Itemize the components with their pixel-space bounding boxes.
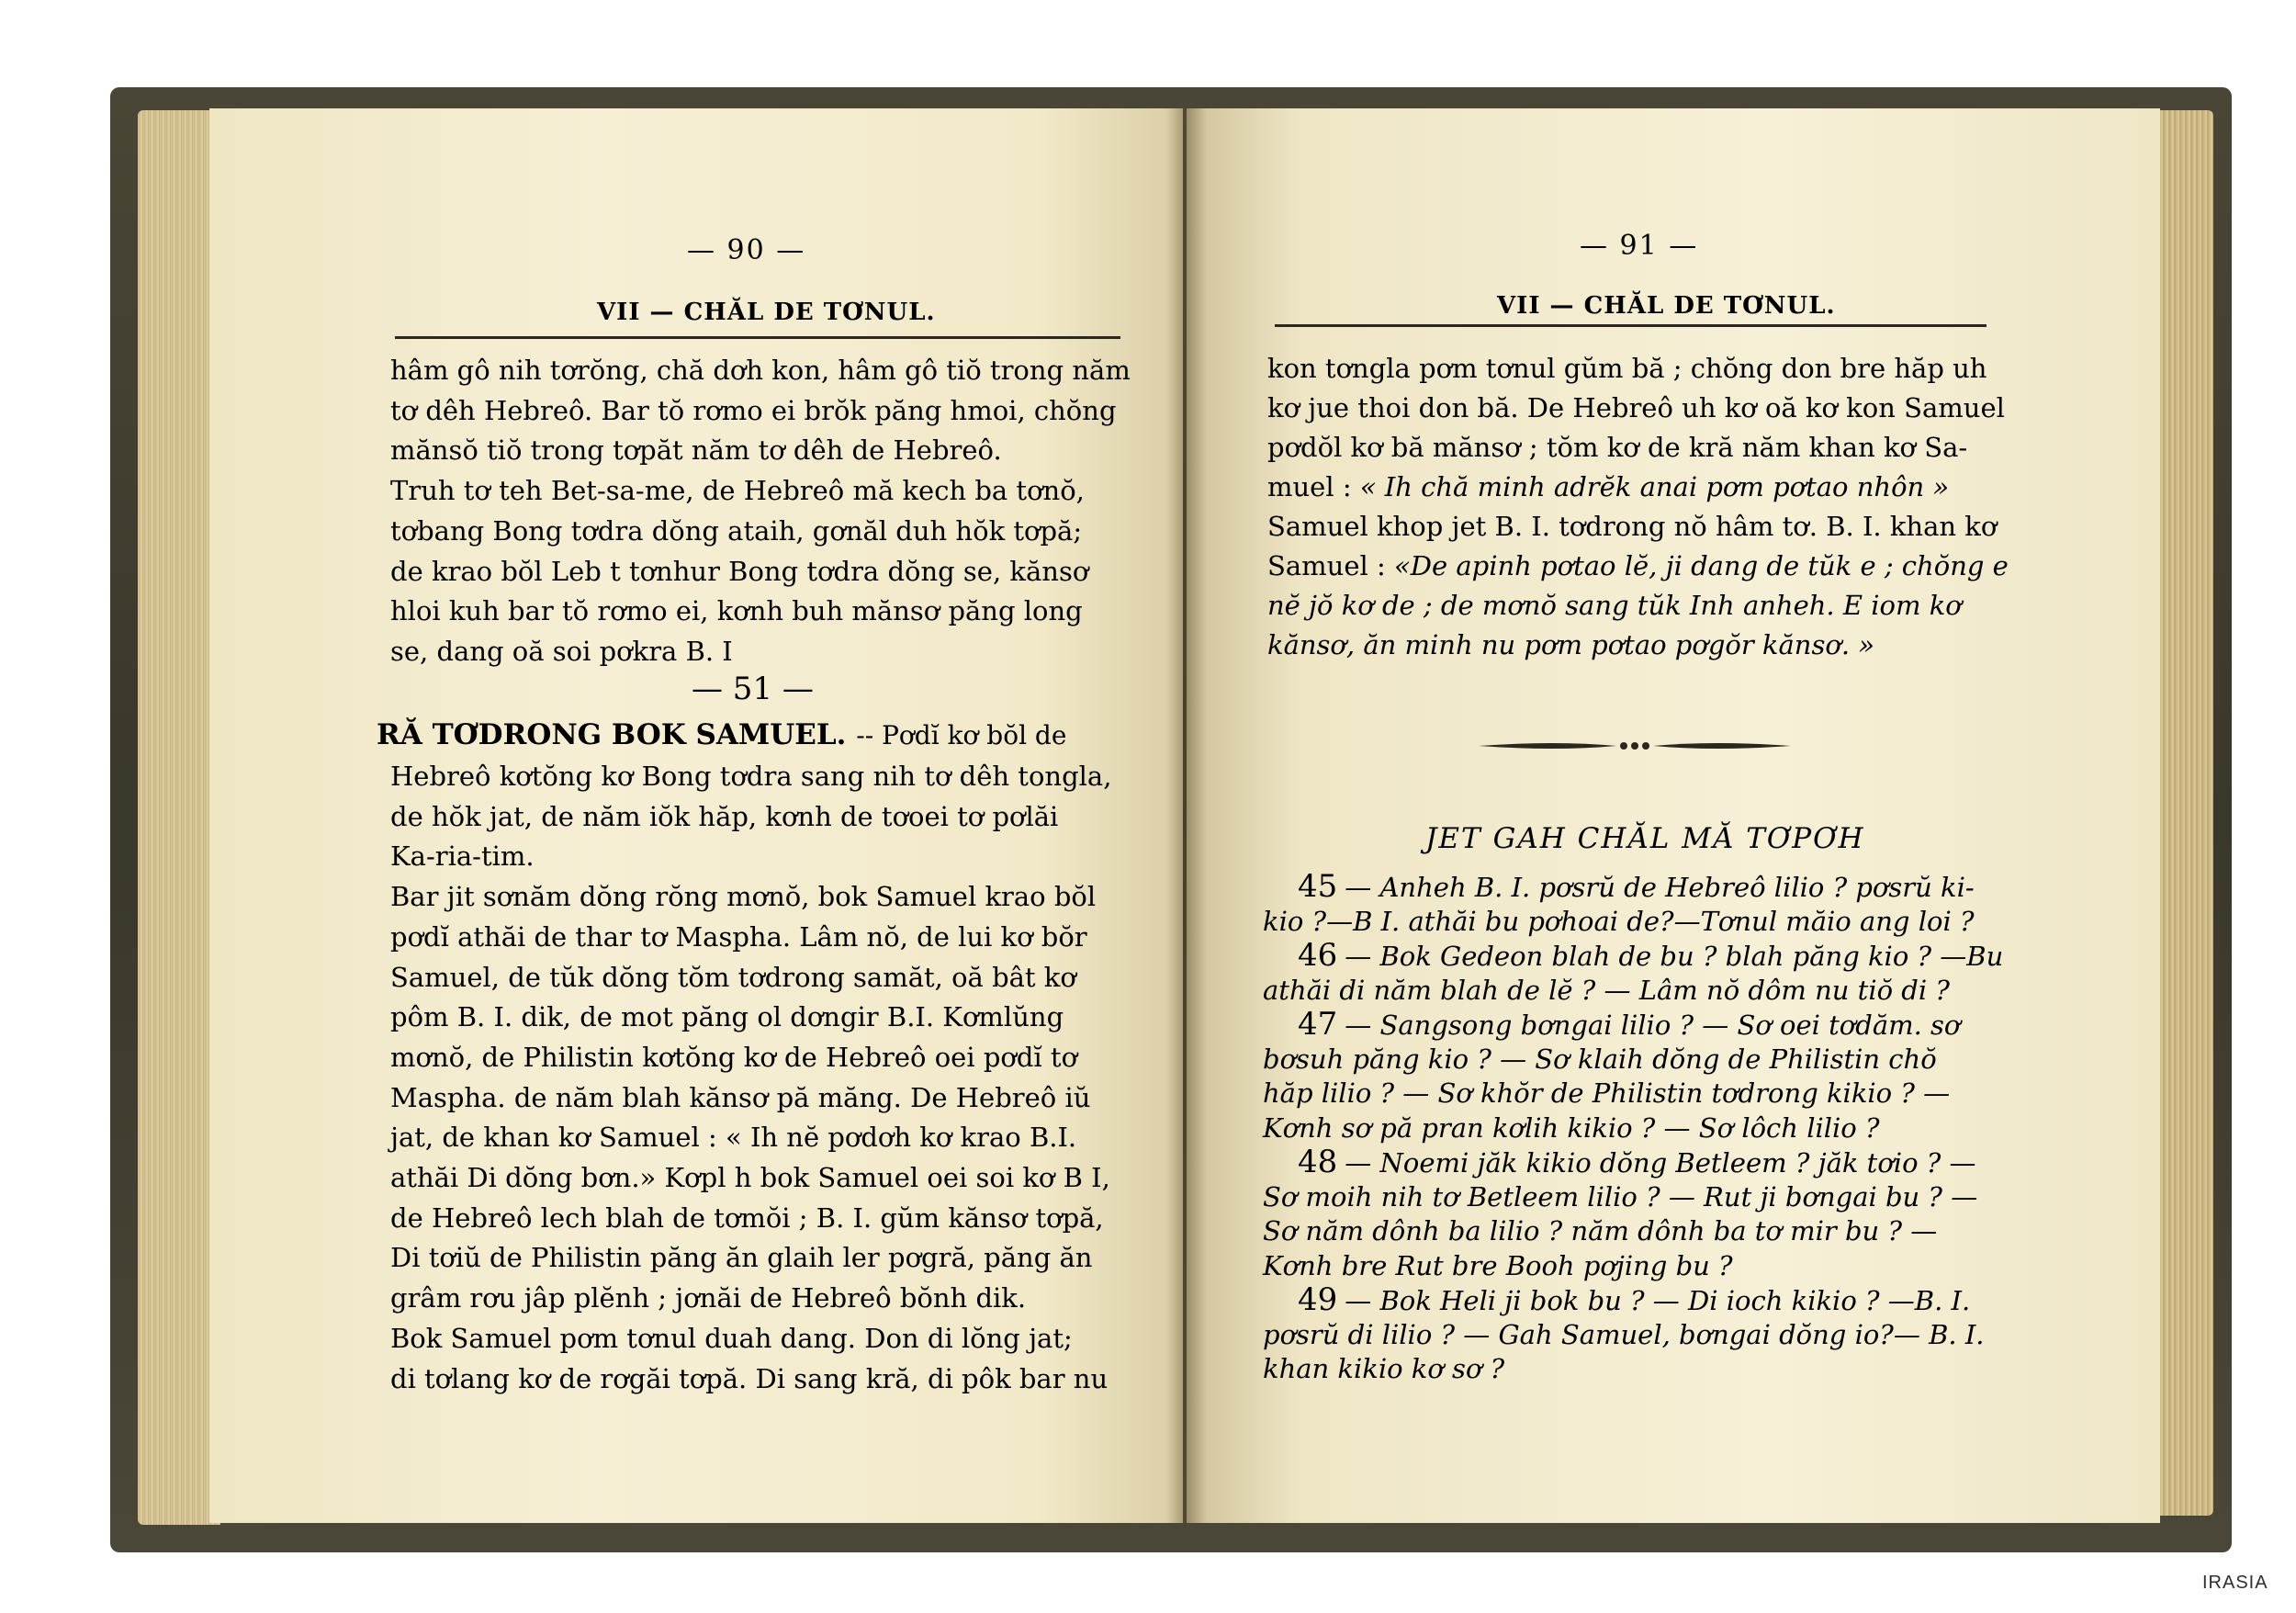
- question-number: 45: [1298, 868, 1338, 905]
- question-number: 46: [1298, 937, 1338, 974]
- question-text: athăi di năm blah de lĕ ? — Lâm nŏ dôm nu tiŏ di ?: [1263, 974, 1950, 1006]
- right-page-number: — 91 —: [1580, 230, 1699, 262]
- right-line-5: Samuel khop jet B. I. tơdrong nŏ hâm tơ. B. I. khan kơ: [1267, 511, 1998, 542]
- left-line: hloi kuh bar tŏ rơmo ei, kơnh buh mănsơ păng long: [390, 595, 1083, 627]
- question-text: bơsuh păng kio ? — Sơ klaih dŏng de Philistin chŏ: [1263, 1043, 1937, 1075]
- question-line: [1263, 1217, 1937, 1245]
- left-line: Ka-ria-tim.: [390, 840, 535, 873]
- question-text: hăp lilio ? — Sơ khŏr de Philistin tơdrong kikio ? —: [1263, 1077, 1951, 1109]
- question-number: 48: [1298, 1144, 1338, 1180]
- left-line: hâm gô nih tơrŏng, chă dơh kon, hâm gô tiŏ trong năm: [390, 355, 1131, 386]
- question-line: [1263, 1111, 1880, 1144]
- left-line: grâm rơu jâp plĕnh ; jơnăi de Hebreô bŏnh dik.: [390, 1282, 1027, 1314]
- left-line: mănsŏ tiŏ trong tơpăt năm tơ dêh de Hebreô.: [390, 434, 1002, 467]
- left-line: Samuel, de tŭk dŏng tŏm tơdrong samăt, oă bât kơ: [390, 961, 1076, 993]
- question-line: [1298, 937, 2004, 974]
- left-line: Hebreô kơtŏng kơ Bong tơdra sang nih tơ dêh tongla,: [390, 761, 1112, 792]
- book-gutter: [1166, 108, 1207, 1523]
- question-line: [1263, 1318, 1985, 1350]
- right-line: nĕ jŏ kơ de ; de mơnŏ sang tŭk Inh anheh. E iom kơ: [1267, 590, 1962, 621]
- left-line: athăi Di dŏng bơn.» Kơpl h bok Samuel oei soi kơ B I,: [390, 1162, 1110, 1193]
- right-line-6: [1267, 552, 2009, 580]
- right-line-6-start: Samuel :: [1267, 550, 1394, 581]
- question-text: Sơ moih nih tơ Betleem lilio ? — Rut ji bơngai bu ? —: [1263, 1180, 1978, 1213]
- left-line: tơbang Bong tơdra dŏng ataih, gơnăl duh hŏk tơpă;: [390, 514, 1083, 547]
- right-head-rule: [1275, 324, 1986, 327]
- right-line: pơdŏl kơ bă mănsơ ; tŏm kơ de kră năm khan kơ Sa-: [1267, 432, 1968, 463]
- question-line: [1263, 1355, 1504, 1382]
- right-line-4: [1267, 473, 1949, 501]
- question-text: — Bok Gedeon blah de bu ? blah păng kio ? —Bu: [1345, 941, 2004, 972]
- question-text: kio ?—B I. athăi bu pơhoai de?—Tơnul măio ang loi ?: [1263, 905, 1975, 937]
- question-line: [1263, 1249, 1733, 1281]
- question-line: [1263, 1180, 1978, 1213]
- question-text: Kơnh sơ pă pran kơlih kikio ? — Sơ lôch lilio ?: [1263, 1111, 1880, 1144]
- right-line: kon tơngla pơm tơnul gŭm bă ; chŏng don bre hăp uh: [1267, 353, 1987, 384]
- right-line: kơ jue thoi don bă. De Hebreô uh kơ oă kơ kon Samuel: [1267, 392, 2005, 423]
- question-text: khan kikio kơ sơ ?: [1263, 1353, 1505, 1384]
- left-line: Di tơiŭ de Philistin păng ăn glaih ler pơgră, păng ăn: [390, 1242, 1093, 1274]
- left-line: jat, de khan kơ Samuel : « Ih nĕ pơdơh kơ krao B.I.: [390, 1122, 1077, 1154]
- left-page-number: — 90 —: [687, 234, 806, 266]
- irasia-watermark: IRASIA: [2202, 1573, 2268, 1593]
- question-line: [1263, 1045, 1937, 1073]
- left-line: mơnŏ, de Philistin kơtŏng kơ de Hebreô oei pơdĭ tơ: [390, 1041, 1078, 1073]
- left-line: Bar jit sơnăm dŏng rŏng mơnŏ, bok Samuel krao bŏl: [390, 881, 1097, 913]
- question-line: [1263, 976, 1950, 1004]
- left-line: Truh tơ teh Bet-sa-me, de Hebreô mă kech ba tơnŏ,: [390, 475, 1085, 507]
- right-line-6-quote: «De apinh pơtao lĕ, ji dang de tŭk e ; chŏng e: [1393, 550, 2009, 581]
- right-line-4-start: muel :: [1267, 471, 1360, 502]
- question-text: — Sangsong bơngai lilio ? — Sơ oei tơdăm. sơ: [1345, 1010, 1961, 1041]
- left-head-rule: [395, 336, 1120, 339]
- question-text: Sơ năm dônh ba lilio ? năm dônh ba tơ mir bu ? —: [1263, 1215, 1938, 1246]
- question-line: [1263, 1079, 1950, 1107]
- left-page-edges: [138, 110, 220, 1525]
- question-number: 47: [1298, 1006, 1338, 1043]
- left-line: Maspha. de năm blah kănsơ pă măng. De Hebreô iŭ: [390, 1081, 1091, 1113]
- question-line: [1298, 1281, 1971, 1318]
- question-number: 49: [1298, 1281, 1338, 1318]
- question-line: [1298, 1006, 1961, 1043]
- left-line: de hŏk jat, de năm iŏk hăp, kơnh de tơoei tơ pơlăi: [390, 800, 1059, 832]
- question-line: [1298, 868, 1975, 905]
- left-line: de krao bŏl Leb t tơnhur Bong tơdra dŏng se, kănsơ: [390, 555, 1089, 587]
- left-running-head: VII — CHĂL DE TƠNUL.: [597, 299, 936, 326]
- left-line: se, dang oă soi pơkra B. I: [390, 635, 733, 667]
- left-line: Bok Samuel pơm tơnul duah dang. Don di lŏng jat;: [390, 1322, 1073, 1354]
- question-text: pơsrŭ di lilio ? — Gah Samuel, bơngai dŏng io?— B. I.: [1263, 1318, 1985, 1350]
- left-line: pôm B. I. dik, de mot păng ol dơngir B.I. Kơmlŭng: [390, 1001, 1064, 1033]
- ornament-divider: [1479, 735, 1791, 757]
- right-line-4-quote: « Ih chă minh adrĕk anai pơm pơtao nhôn »: [1359, 471, 1950, 502]
- question-text: — Bok Heli ji bok bu ? — Di ioch kikio ? —B. I.: [1345, 1285, 1971, 1316]
- question-text: — Anheh B. I. pơsrŭ de Hebreô lilio ? pơsrŭ ki-: [1345, 872, 1975, 903]
- right-line: kănsơ, ăn minh nu pơm pơtao pơgŏr kănsơ. »: [1267, 629, 1874, 660]
- question-line: [1263, 905, 1975, 937]
- section-heading: [377, 718, 1066, 751]
- right-running-head: VII — CHĂL DE TƠNUL.: [1497, 292, 1836, 320]
- section-heading-continuation: -- Pơdĭ kơ bŏl de: [856, 720, 1067, 750]
- left-line: di tơlang kơ de rơgăi tơpă. Di sang kră, di pôk bar nu: [390, 1362, 1109, 1394]
- question-text: Kơnh bre Rut bre Booh pơjing bu ?: [1263, 1249, 1733, 1281]
- question-line: [1298, 1144, 1976, 1180]
- section-heading-title: RĂ TƠDRONG BOK SAMUEL.: [377, 718, 847, 751]
- left-line: tơ dêh Hebreô. Bar tŏ rơmo ei brŏk păng hmoi, chŏng: [390, 394, 1117, 426]
- left-line: de Hebreô lech blah de tơmŏi ; B. I. gŭm kănsơ tơpă,: [390, 1201, 1104, 1234]
- left-line: pơdĭ athăi de thar tơ Maspha. Lâm nŏ, de lui kơ bŏr: [390, 920, 1087, 953]
- section-number: — 51 —: [692, 671, 814, 707]
- questions-heading: JET GAH CHĂL MĂ TƠPƠH: [1425, 822, 1865, 855]
- question-text: — Noemi jăk kikio dŏng Betleem ? jăk tơio ? —: [1345, 1147, 1976, 1179]
